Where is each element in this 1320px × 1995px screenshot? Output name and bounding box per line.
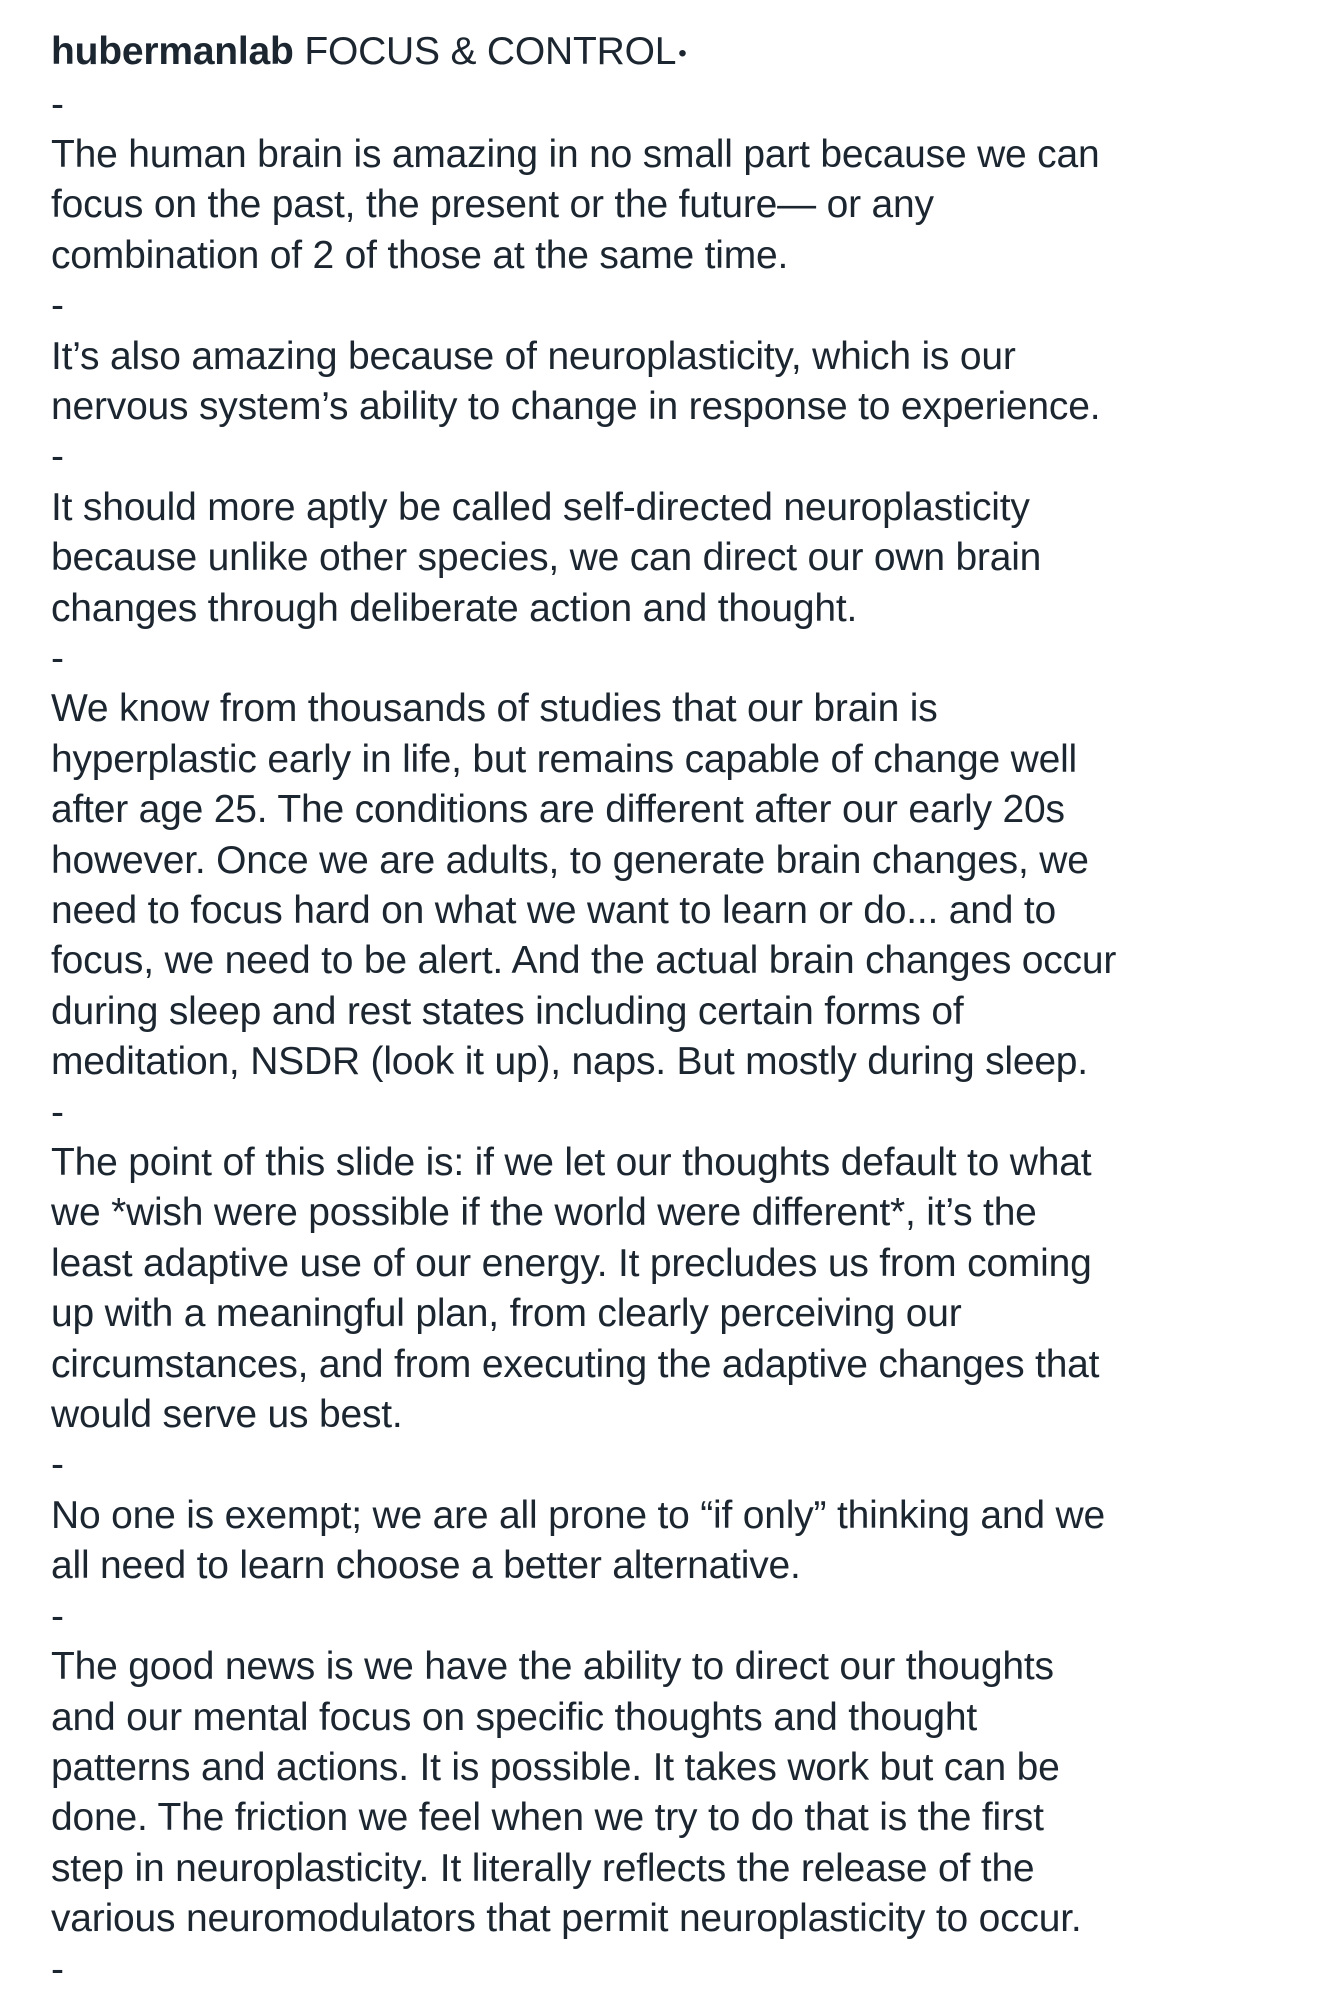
post-title: FOCUS & CONTROL [304,30,677,73]
caption-line: focus, we need to be alert. And the actual brain changes occur [51,939,1117,983]
caption-line: up with a meaningful plan, from clearly perceiving our [51,1292,962,1336]
caption-line: during sleep and rest states including certain forms of [51,989,964,1033]
caption-line: The good news is we have the ability to direct our thoughts [51,1645,1054,1689]
paragraph-separator: - [51,1947,64,1991]
paragraph-separator: - [51,284,64,328]
paragraph-separator: - [51,1090,64,1134]
caption-line: It’s also amazing because of neuroplasticity, which is our [51,334,1016,378]
caption-line: The point of this slide is: if we let our thoughts default to what [51,1141,1092,1185]
caption-line: combination of 2 of those at the same time. [51,233,789,277]
caption-line: step in neuroplasticity. It literally reflects the release of the [51,1846,1035,1890]
caption-line: we *wish were possible if the world were different*, it’s the [51,1191,1037,1235]
caption-line: hyperplastic early in life, but remains capable of change well [51,737,1077,781]
caption-line: because unlike other species, we can direct our own brain [51,536,1042,580]
caption-line: after age 25. The conditions are different after our early 20s [51,788,1065,832]
bullet-separator: • [678,40,687,68]
caption-line: focus on the past, the present or the future— or any [51,183,934,227]
caption-line: least adaptive use of our energy. It precludes us from coming [51,1241,1092,1285]
paragraph-separator: - [51,1443,64,1487]
caption-line: We know from thousands of studies that our brain is [51,687,938,731]
caption-line: The human brain is amazing in no small part because we can [51,132,1100,176]
caption-line: all need to learn choose a better alternative. [51,1544,801,1588]
username-link[interactable]: hubermanlab [51,30,294,73]
caption-line: and our mental focus on specific thoughts and thought [51,1695,978,1739]
paragraph-separator: - [51,1594,64,1638]
caption-line: meditation, NSDR (look it up), naps. But mostly during sleep. [51,1040,1088,1084]
caption-line: would serve us best. [51,1393,403,1437]
paragraph-separator: - [51,82,64,126]
paragraph-separator: - [51,435,64,479]
caption-line: various neuromodulators that permit neuroplasticity to occur. [51,1897,1082,1941]
caption-line: patterns and actions. It is possible. It takes work but can be [51,1745,1060,1789]
caption-line: nervous system’s ability to change in response to experience. [51,384,1101,428]
caption-line: circumstances, and from executing the adaptive changes that [51,1342,1100,1386]
caption-line: No one is exempt; we are all prone to “if only” thinking and we [51,1493,1105,1537]
paragraph-separator: - [51,636,64,680]
caption-header [51,27,1300,80]
caption-line: however. Once we are adults, to generate brain changes, we [51,838,1089,882]
caption-line: changes through deliberate action and thought. [51,586,858,630]
caption-line: need to focus hard on what we want to learn or do... and to [51,889,1057,933]
caption-line: done. The friction we feel when we try to do that is the first [51,1796,1044,1840]
caption-line: It should more aptly be called self-directed neuroplasticity [51,485,1030,529]
